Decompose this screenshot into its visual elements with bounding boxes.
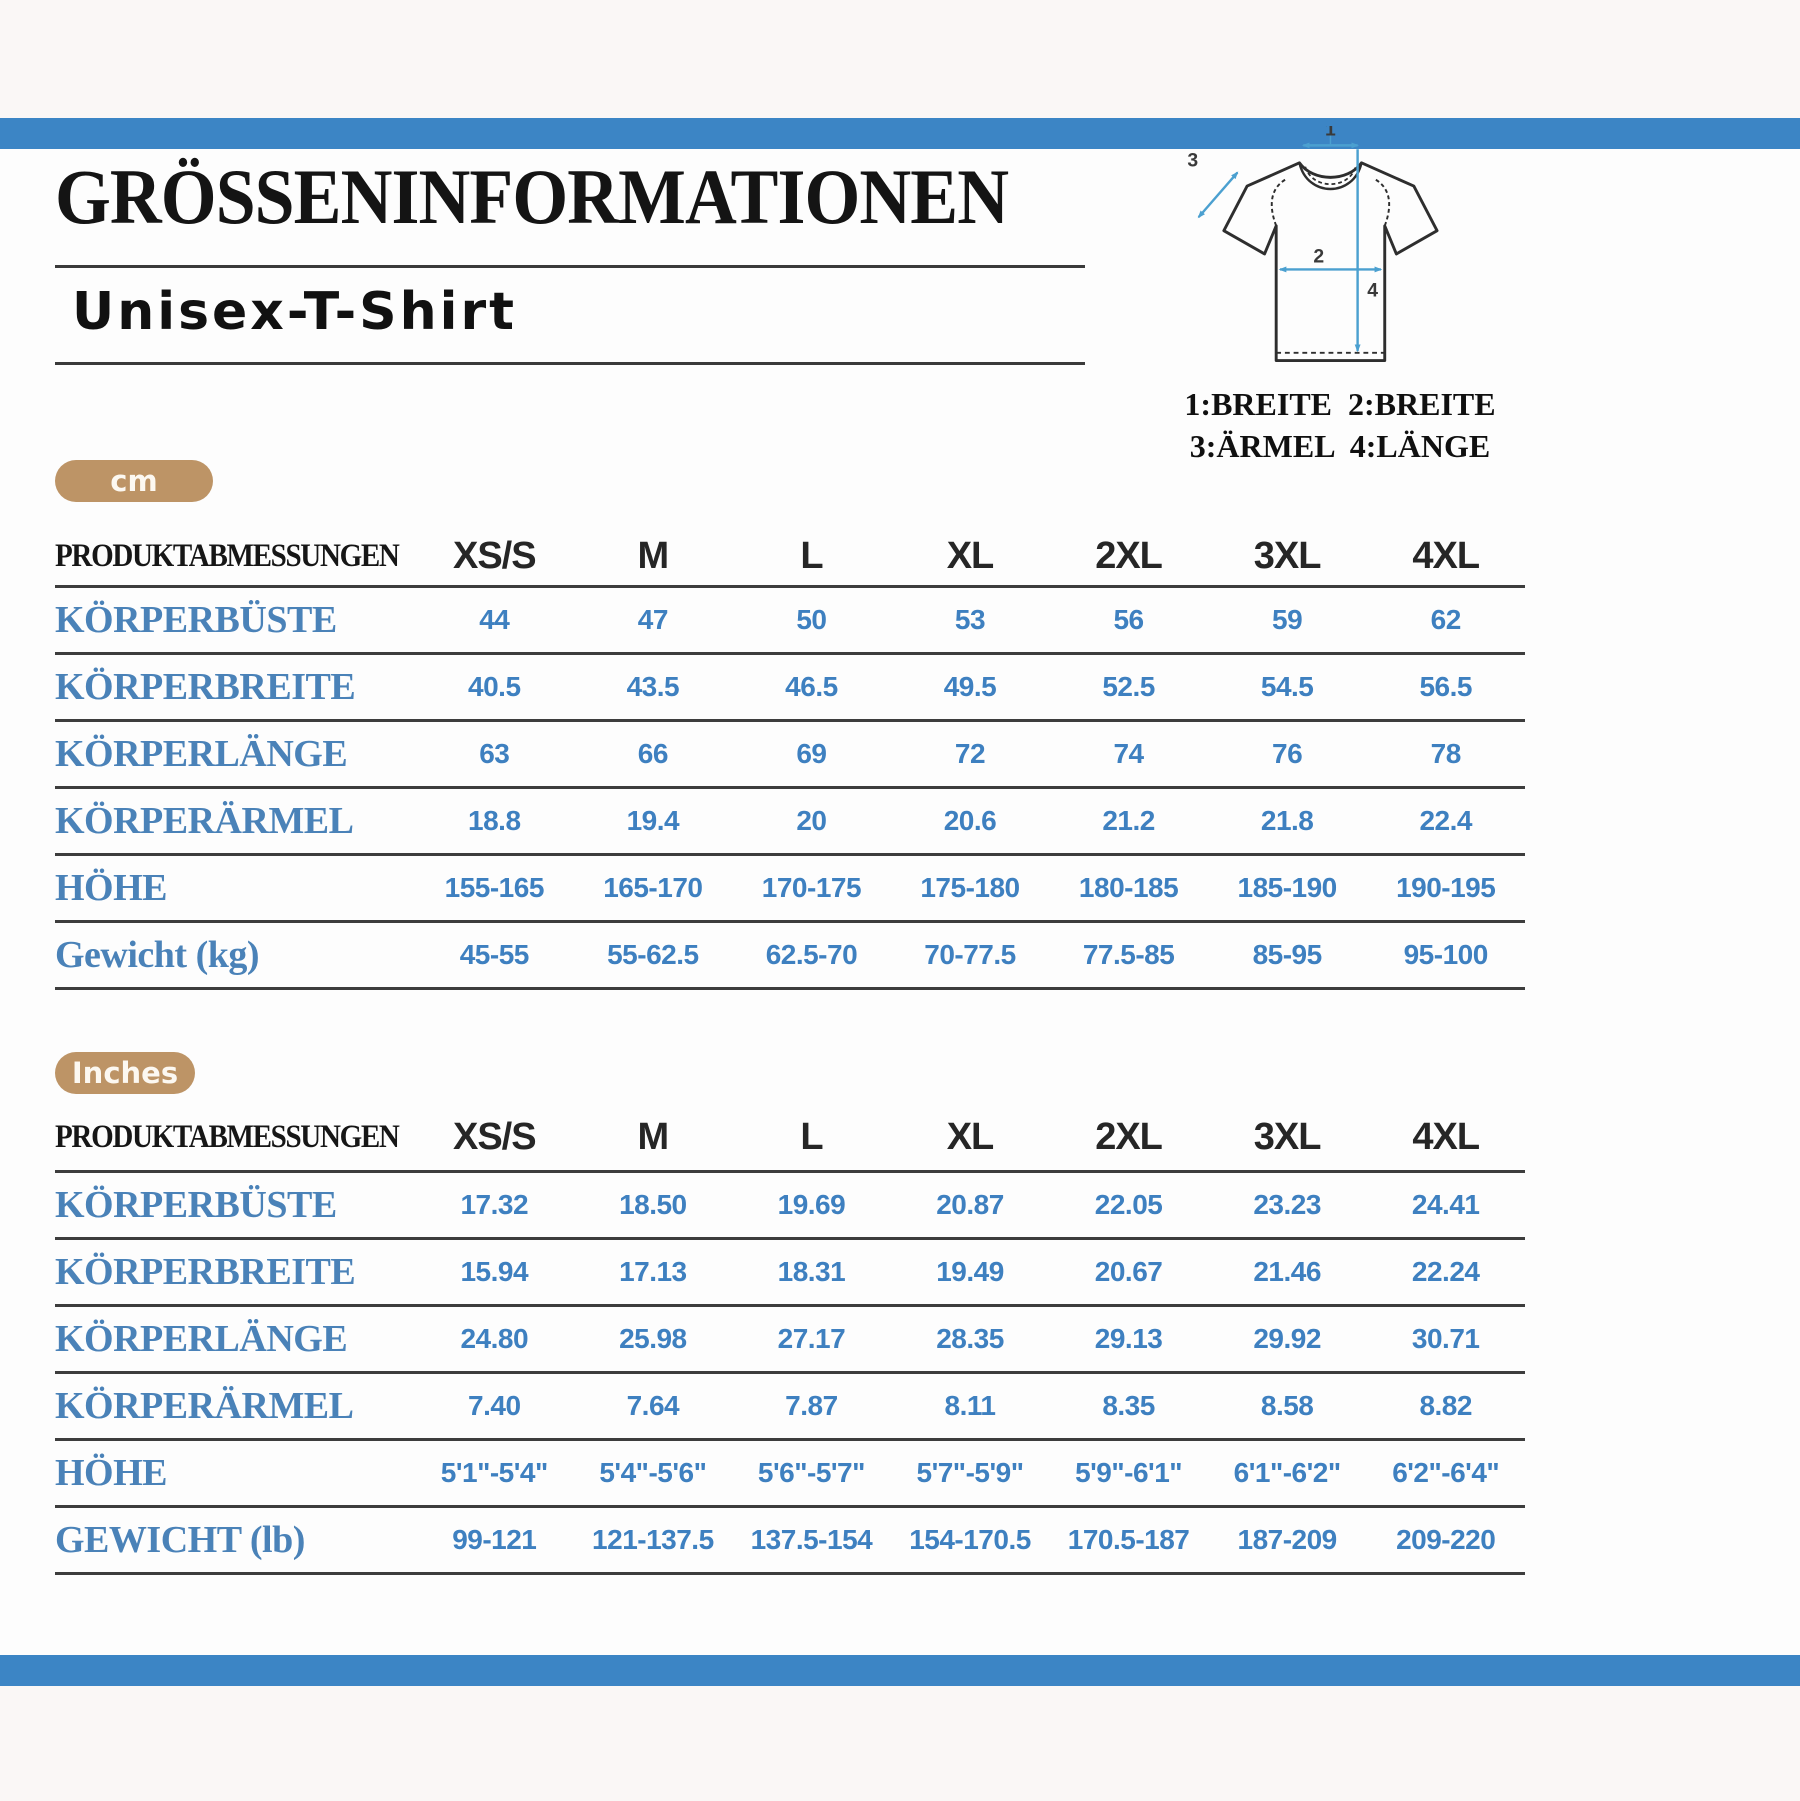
cell: 25.98 <box>619 1323 687 1354</box>
inches-size-header: 4XL <box>1412 1116 1480 1158</box>
cell: 5'4"-5'6" <box>599 1457 707 1488</box>
cell: 180-185 <box>1078 872 1179 903</box>
row-label: HÖHE <box>55 867 168 909</box>
cell: 19.49 <box>936 1256 1004 1287</box>
unit-badge-inches: Inches <box>55 1052 195 1094</box>
cell: 78 <box>1430 738 1461 769</box>
title-divider <box>55 265 1085 268</box>
table-row <box>55 1307 1525 1374</box>
measurement-legend <box>1160 384 1520 467</box>
cell: 6'1"-6'2" <box>1233 1457 1341 1488</box>
row-label: HÖHE <box>55 1452 168 1494</box>
table-row <box>55 588 1525 655</box>
cell: 72 <box>954 738 986 769</box>
cm-size-header: 4XL <box>1412 535 1480 577</box>
cell: 99-121 <box>452 1524 537 1555</box>
cell: 121-137.5 <box>592 1524 714 1555</box>
cell: 47 <box>637 604 668 635</box>
cell: 19.4 <box>626 805 680 836</box>
cell: 20.67 <box>1094 1256 1163 1287</box>
top-blue-bar <box>0 118 1800 149</box>
cell: 18.8 <box>468 805 521 836</box>
cell: 209-220 <box>1396 1524 1496 1555</box>
cell: 85-95 <box>1252 939 1322 970</box>
cm-header-label: PRODUKTABMESSUNGEN <box>55 538 399 574</box>
legend-line-1: 1:BREITE 2:BREITE <box>1184 386 1496 422</box>
cell: 29.13 <box>1094 1323 1163 1354</box>
cell: 76 <box>1272 738 1303 769</box>
cell: 23.23 <box>1253 1189 1321 1220</box>
inches-header-label: PRODUKTABMESSUNGEN <box>55 1119 399 1155</box>
cell: 22.05 <box>1094 1189 1163 1220</box>
row-label: GEWICHT (lb) <box>55 1519 305 1561</box>
cell: 185-190 <box>1237 872 1337 903</box>
cell: 62.5-70 <box>765 939 858 970</box>
cell: 170-175 <box>761 872 862 903</box>
cell: 21.2 <box>1102 805 1155 836</box>
cell: 7.40 <box>468 1390 521 1421</box>
top-margin-band <box>0 0 1800 118</box>
cell: 155-165 <box>444 872 544 903</box>
inches-size-header: XS/S <box>452 1116 536 1158</box>
cell: 154-170.5 <box>909 1524 1031 1555</box>
cell: 70-77.5 <box>924 939 1016 970</box>
cell: 45-55 <box>459 939 529 970</box>
cm-size-header: 3XL <box>1253 535 1321 577</box>
inches-size-header: XL <box>946 1116 994 1158</box>
cell: 43.5 <box>626 671 680 702</box>
row-label: KÖRPERBREITE <box>55 1251 356 1293</box>
cell: 74 <box>1113 738 1144 769</box>
table-row <box>55 1374 1525 1441</box>
cell: 53 <box>954 604 986 635</box>
cell: 22.24 <box>1411 1256 1480 1287</box>
cell: 17.32 <box>460 1189 529 1220</box>
row-label: KÖRPERBÜSTE <box>55 599 337 641</box>
cell: 20.6 <box>943 805 997 836</box>
cell: 54.5 <box>1260 671 1314 702</box>
cell: 95-100 <box>1403 939 1488 970</box>
inches-size-header: L <box>800 1116 823 1158</box>
cell: 18.50 <box>619 1189 687 1220</box>
row-label: KÖRPERLÄNGE <box>55 1318 348 1360</box>
cell: 8.82 <box>1419 1390 1472 1421</box>
cell: 175-180 <box>920 872 1020 903</box>
cm-size-table <box>55 528 1525 990</box>
tshirt-icon <box>1185 126 1505 378</box>
mark-3: 3 <box>1187 149 1199 172</box>
row-label: KÖRPERÄRMEL <box>55 800 354 842</box>
cell: 29.92 <box>1253 1323 1321 1354</box>
mark-1: 1 <box>1325 126 1336 141</box>
cell: 187-209 <box>1237 1524 1337 1555</box>
mark-4: 4 <box>1367 279 1379 302</box>
cell: 20 <box>796 805 827 836</box>
table-row <box>55 923 1525 990</box>
cell: 69 <box>796 738 827 769</box>
cell: 49.5 <box>943 671 997 702</box>
cell: 21.8 <box>1260 805 1314 836</box>
bottom-blue-bar <box>0 1655 1800 1686</box>
cm-table-header-row <box>55 528 1525 588</box>
subtitle-divider <box>55 362 1085 365</box>
cell: 190-195 <box>1396 872 1496 903</box>
inches-size-table <box>55 1105 1525 1575</box>
cell: 40.5 <box>468 671 521 702</box>
cell: 137.5-154 <box>750 1524 873 1555</box>
cell: 66 <box>637 738 668 769</box>
cell: 18.31 <box>777 1256 846 1287</box>
row-label: KÖRPERLÄNGE <box>55 733 348 775</box>
table-row <box>55 789 1525 856</box>
cell: 27.17 <box>777 1323 846 1354</box>
cell: 15.94 <box>460 1256 529 1287</box>
cell: 19.69 <box>777 1189 846 1220</box>
cell: 20.87 <box>936 1189 1004 1220</box>
cell: 50 <box>796 604 827 635</box>
table-row <box>55 655 1525 722</box>
table-row <box>55 1508 1525 1575</box>
page-title: GRÖSSENINFORMATIONEN <box>55 153 1009 240</box>
inches-size-header: 2XL <box>1095 1116 1162 1158</box>
product-subtitle: Unisex-T-Shirt <box>72 282 517 342</box>
row-label: KÖRPERBREITE <box>55 666 356 708</box>
inches-size-header: 3XL <box>1253 1116 1321 1158</box>
cell: 77.5-85 <box>1082 939 1175 970</box>
tshirt-measurement-diagram <box>1185 126 1505 378</box>
bottom-margin-band <box>0 1686 1800 1801</box>
table-row <box>55 856 1525 923</box>
cell: 22.4 <box>1419 805 1472 836</box>
unit-badge-cm: cm <box>55 460 213 502</box>
cell: 46.5 <box>785 671 838 702</box>
cell: 55-62.5 <box>607 939 699 970</box>
inches-table-header-row <box>55 1105 1525 1173</box>
cell: 30.71 <box>1411 1323 1480 1354</box>
cell: 24.80 <box>460 1323 529 1354</box>
cell: 165-170 <box>603 872 703 903</box>
cell: 6'2"-6'4" <box>1392 1457 1500 1488</box>
table-row <box>55 1173 1525 1240</box>
cell: 5'6"-5'7" <box>757 1457 865 1488</box>
cell: 21.46 <box>1253 1256 1321 1287</box>
row-label: Gewicht (kg) <box>55 934 260 976</box>
cm-size-header: XL <box>946 535 994 577</box>
cell: 170.5-187 <box>1067 1524 1190 1555</box>
cm-size-header: M <box>637 535 669 577</box>
cell: 28.35 <box>936 1323 1004 1354</box>
legend-line-2: 3:ÄRMEL 4:LÄNGE <box>1189 427 1491 464</box>
inches-size-header: M <box>637 1116 669 1158</box>
row-label: KÖRPERBÜSTE <box>55 1184 337 1226</box>
cell: 7.64 <box>626 1390 680 1421</box>
cell: 59 <box>1272 604 1303 635</box>
cell: 17.13 <box>619 1256 687 1287</box>
cell: 5'1"-5'4" <box>440 1457 548 1488</box>
cm-size-header: 2XL <box>1095 535 1162 577</box>
cell: 52.5 <box>1102 671 1155 702</box>
cm-size-header: L <box>800 535 823 577</box>
cell: 56 <box>1113 604 1144 635</box>
cell: 5'9"-6'1" <box>1075 1457 1183 1488</box>
cell: 7.87 <box>785 1390 838 1421</box>
table-row <box>55 1441 1525 1508</box>
cell: 8.11 <box>944 1390 996 1421</box>
cell: 44 <box>479 604 510 635</box>
cell: 24.41 <box>1411 1189 1480 1220</box>
cell: 62 <box>1430 604 1461 635</box>
cell: 8.58 <box>1260 1390 1314 1421</box>
table-row <box>55 722 1525 789</box>
table-row <box>55 1240 1525 1307</box>
row-label: KÖRPERÄRMEL <box>55 1385 354 1427</box>
cell: 5'7"-5'9" <box>916 1457 1024 1488</box>
cell: 56.5 <box>1419 671 1472 702</box>
mark-2: 2 <box>1313 245 1325 268</box>
cell: 8.35 <box>1102 1390 1155 1421</box>
cm-size-header: XS/S <box>452 535 536 577</box>
cell: 63 <box>479 738 510 769</box>
